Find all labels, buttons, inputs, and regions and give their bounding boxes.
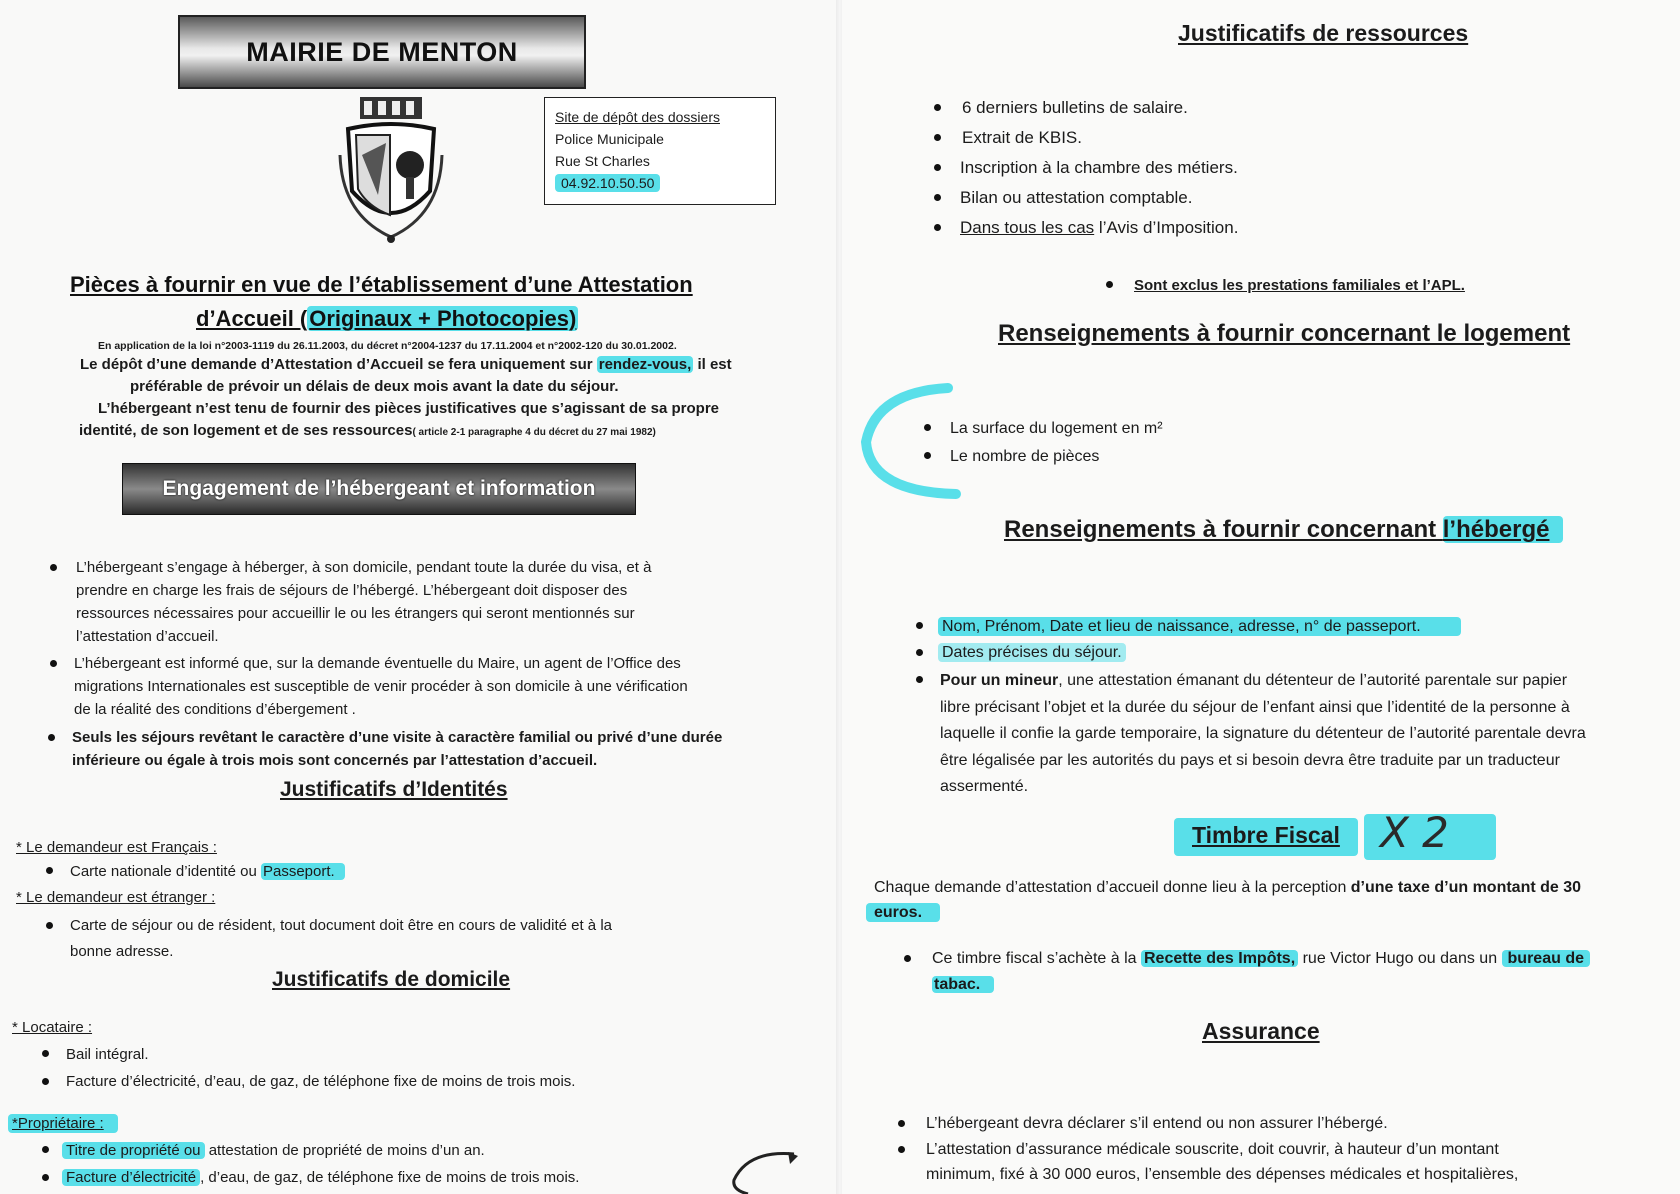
mairie-header-banner [178, 15, 586, 89]
stamp-paragraph-c-wrap [866, 901, 940, 924]
main-title-line1: Pièces à fournir en vue de l’établissement d’une Attestation [70, 272, 693, 297]
engagement-item-3-line: inférieure ou égale à trois mois sont concernés par l’attestation d’accueil. [72, 752, 598, 769]
identity-foreign-line: bonne adresse. [70, 943, 174, 960]
insurance-item-2 [926, 1138, 1666, 1186]
owner-item-1-a: Titre de propriété ou [62, 1142, 205, 1159]
bullet-dot-icon [916, 622, 923, 629]
stamp-handwritten-note: X 2 [1380, 808, 1449, 857]
guest-item-3-bold: Pour un mineur [940, 672, 1059, 689]
bullet-dot-icon [48, 734, 55, 741]
guest-item-1-text: Nom, Prénom, Date et lieu de naissance, adresse, n° de passeport. [938, 617, 1461, 636]
intro-line1-b: rendez-vous, [598, 356, 692, 373]
identity-fr-item [70, 860, 345, 883]
legal-reference: En application de la loi n°2003-1119 du 26.11.2003, du décret n°2004-1237 du 17.11.2004 et n°2002-120 du 30.01.2002. [98, 340, 677, 352]
intro-line1-a: Le dépôt d’une demande d’Attestation d’Accueil se fera uniquement sur [80, 356, 597, 373]
engagement-title: Engagement de l’hébergeant et information [162, 477, 596, 500]
tenant-item-2: Facture d’électricité, d’eau, de gaz, de téléphone fixe de moins de trois mois. [66, 1073, 576, 1090]
intro-line2: préférable de prévoir un délais de deux mois avant la date du séjour. [130, 378, 619, 395]
resources-item-3: Inscription à la chambre des métiers. [960, 158, 1238, 177]
intro-line4-b: ( article 2-1 paragraphe 4 du décret du 27 mai 1982) [412, 427, 656, 438]
engagement-item-2-line: de la réalité des conditions d’ébergement . [74, 701, 356, 718]
engagement-item-2 [74, 652, 784, 721]
guest-item-3-line: être légalisée par les autorités du pays et si besoin devra être traduite par un traducteur [940, 751, 1560, 769]
guest-item-3-line: , une attestation émanant du détenteur de l’autorité parentale sur papier [1058, 672, 1568, 689]
curved-arrow-icon [728, 1150, 798, 1194]
bullet-dot-icon [904, 955, 911, 962]
identity-title: Justificatifs d’Identités [280, 778, 508, 801]
stamp-item-c: rue Victor Hugo ou dans un [1298, 950, 1502, 967]
guest-item-2 [942, 641, 1126, 664]
bullet-dot-icon [924, 452, 931, 459]
engagement-item-3 [72, 726, 792, 772]
bullet-dot-icon [934, 134, 941, 141]
handwritten-bracket-icon [856, 382, 966, 502]
domicile-title: Justificatifs de domicile [272, 968, 511, 991]
bullet-dot-icon [50, 564, 57, 571]
insurance-item-2-line: minimum, fixé à 30 000 euros, l’ensemble des dépenses médicales et hospitalières, [926, 1166, 1519, 1183]
bullet-dot-icon [46, 867, 53, 874]
stamp-paragraph-b: d’une taxe d’un montant de 30 [1350, 879, 1582, 896]
identity-foreign-line: Carte de séjour ou de résident, tout document doit être en cours de validité et à la [70, 917, 612, 934]
engagement-banner [122, 463, 636, 515]
main-title-line2 [196, 306, 578, 332]
bullet-dot-icon [42, 1078, 49, 1085]
guest-title [1004, 516, 1563, 544]
depot-phone: 04.92.10.50.50 [555, 174, 660, 192]
identity-fr-item-a: Carte nationale d’identité ou [70, 863, 261, 880]
bullet-dot-icon [916, 676, 923, 683]
guest-item-1 [942, 615, 1461, 638]
left-page [0, 0, 838, 1194]
owner-item-2-b: , d’eau, de gaz, de téléphone fixe de moins de trois mois. [200, 1169, 580, 1186]
insurance-item-2-line: L’attestation d’assurance médicale souscrite, doit couvrir, à hauteur d’un montant [926, 1141, 1499, 1158]
mairie-header-title: MAIRIE DE MENTON [246, 36, 518, 67]
owner-item-1-b: attestation de propriété de moins d’un an. [204, 1142, 485, 1159]
guest-item-3 [940, 668, 1660, 801]
resources-item-5-b: l’Avis d’Imposition. [1094, 218, 1239, 237]
tenant-item-1: Bail intégral. [66, 1046, 149, 1063]
identity-foreign-item [70, 914, 770, 963]
bullet-dot-icon [934, 164, 941, 171]
guest-item-3-line: laquelle il confie la garde temporaire, la signature du détenteur de l’autorité parentale devra [940, 725, 1586, 742]
bullet-dot-icon [1106, 281, 1113, 288]
resources-title: Justificatifs de ressources [1178, 20, 1469, 46]
main-title-line2-a: d’Accueil ( [196, 306, 308, 331]
identity-fr-item-b: Passeport. [261, 863, 345, 880]
intro-line1 [80, 354, 760, 376]
insurance-title: Assurance [1202, 1018, 1320, 1044]
intro-line4-a: identité, de son logement et de ses ressources [79, 422, 413, 439]
resources-item-1: 6 derniers bulletins de salaire. [962, 98, 1188, 117]
engagement-item-1-line: ressources nécessaires pour accueillir le ou les étrangers qui seront mentionnés sur [76, 605, 635, 622]
stamp-item-a: Ce timbre fiscal s’achète à la [932, 950, 1141, 967]
stamp-paragraph [874, 876, 1674, 899]
stamp-paragraph-a: Chaque demande d’attestation d’accueil donne lieu à la perception [874, 879, 1351, 896]
guest-title-a: Renseignements à fournir concernant [1004, 516, 1443, 543]
owner-label-text: *Propriétaire : [8, 1114, 118, 1133]
intro-line4 [79, 420, 656, 444]
bullet-dot-icon [42, 1146, 49, 1153]
bullet-dot-icon [50, 660, 57, 667]
resources-item-5-a: Dans tous les cas [960, 218, 1095, 237]
menton-crest-icon [338, 95, 444, 245]
bullet-dot-icon [898, 1146, 905, 1153]
identity-fr-label: * Le demandeur est Français : [16, 839, 217, 856]
resources-item-2: Extrait de KBIS. [962, 128, 1082, 147]
insurance-item-1: L’hébergeant devra déclarer s’il entend ou non assurer l’hébergé. [926, 1115, 1388, 1132]
right-page [842, 0, 1680, 1194]
owner-item-2-a: Facture d’électricité [62, 1169, 200, 1186]
housing-item-2: Le nombre de pièces [950, 448, 1100, 465]
depot-title: Site de dépôt des dossiers [555, 109, 720, 125]
guest-item-2-text: Dates précises du séjour. [938, 643, 1126, 662]
bullet-dot-icon [42, 1050, 49, 1057]
owner-item-1 [62, 1139, 485, 1162]
excluded-note: Sont exclus les prestations familiales et l’APL. [1134, 277, 1465, 294]
stamp-paragraph-c: euros. [866, 903, 940, 922]
depot-line2: Rue St Charles [555, 153, 650, 169]
engagement-item-1-line: prendre en charge les frais de séjours de l’hébergé. L’hébergeant doit disposer des [76, 582, 628, 599]
depot-line1: Police Municipale [555, 131, 664, 147]
stamp-item-d: bureau de [1502, 950, 1590, 967]
engagement-item-3-line: Seuls les séjours revêtant le caractère d’une visite à caractère familial ou privé d’une durée [72, 729, 723, 746]
engagement-item-1-line: l’attestation d’accueil. [76, 628, 219, 645]
stamp-item-b: Recette des Impôts, [1141, 950, 1298, 967]
engagement-item-2-line: migrations Internationales est susceptible de venir procéder à son domicile à une vérification [74, 678, 688, 695]
tenant-label: * Locataire : [12, 1019, 93, 1036]
main-title-line2-b: Originaux + Photocopies) [309, 306, 577, 331]
engagement-item-2-line: L’hébergeant est informé que, sur la demande éventuelle du Maire, un agent de l’Office des [74, 655, 681, 672]
owner-label [8, 1112, 118, 1135]
resources-item-4: Bilan ou attestation comptable. [960, 188, 1193, 207]
bullet-dot-icon [898, 1120, 905, 1127]
bullet-dot-icon [934, 194, 941, 201]
guest-title-b: l’hébergé [1443, 516, 1564, 543]
intro-line1-c: il est [693, 356, 732, 373]
guest-item-3-line: libre précisant l’objet et la durée du séjour de l’enfant ainsi que l’identité de la personne à [940, 698, 1570, 716]
bullet-dot-icon [934, 104, 941, 111]
resources-item-5 [960, 216, 1238, 239]
stamp-item [932, 947, 1662, 996]
stamp-item-e: tabac. [932, 976, 994, 993]
stamp-title: Timbre Fiscal [1192, 822, 1340, 848]
guest-item-3-line: assermenté. [940, 778, 1029, 795]
bullet-dot-icon [916, 649, 923, 656]
bullet-dot-icon [46, 922, 53, 929]
housing-title: Renseignements à fournir concernant le logement [998, 320, 1571, 347]
housing-item-1: La surface du logement en m² [950, 420, 1163, 437]
intro-line3: L’hébergeant n’est tenu de fournir des pièces justificatives que s’agissant de sa propre [98, 400, 720, 417]
bullet-dot-icon [924, 424, 931, 431]
bullet-dot-icon [42, 1174, 49, 1181]
bullet-dot-icon [934, 224, 941, 231]
engagement-item-1 [76, 556, 776, 648]
engagement-item-1-line: L’hébergeant s’engage à héberger, à son domicile, pendant toute la durée du visa, et à [76, 559, 652, 576]
identity-foreign-label: * Le demandeur est étranger : [16, 889, 216, 906]
owner-item-2 [62, 1166, 579, 1189]
depot-info-box [544, 97, 776, 205]
